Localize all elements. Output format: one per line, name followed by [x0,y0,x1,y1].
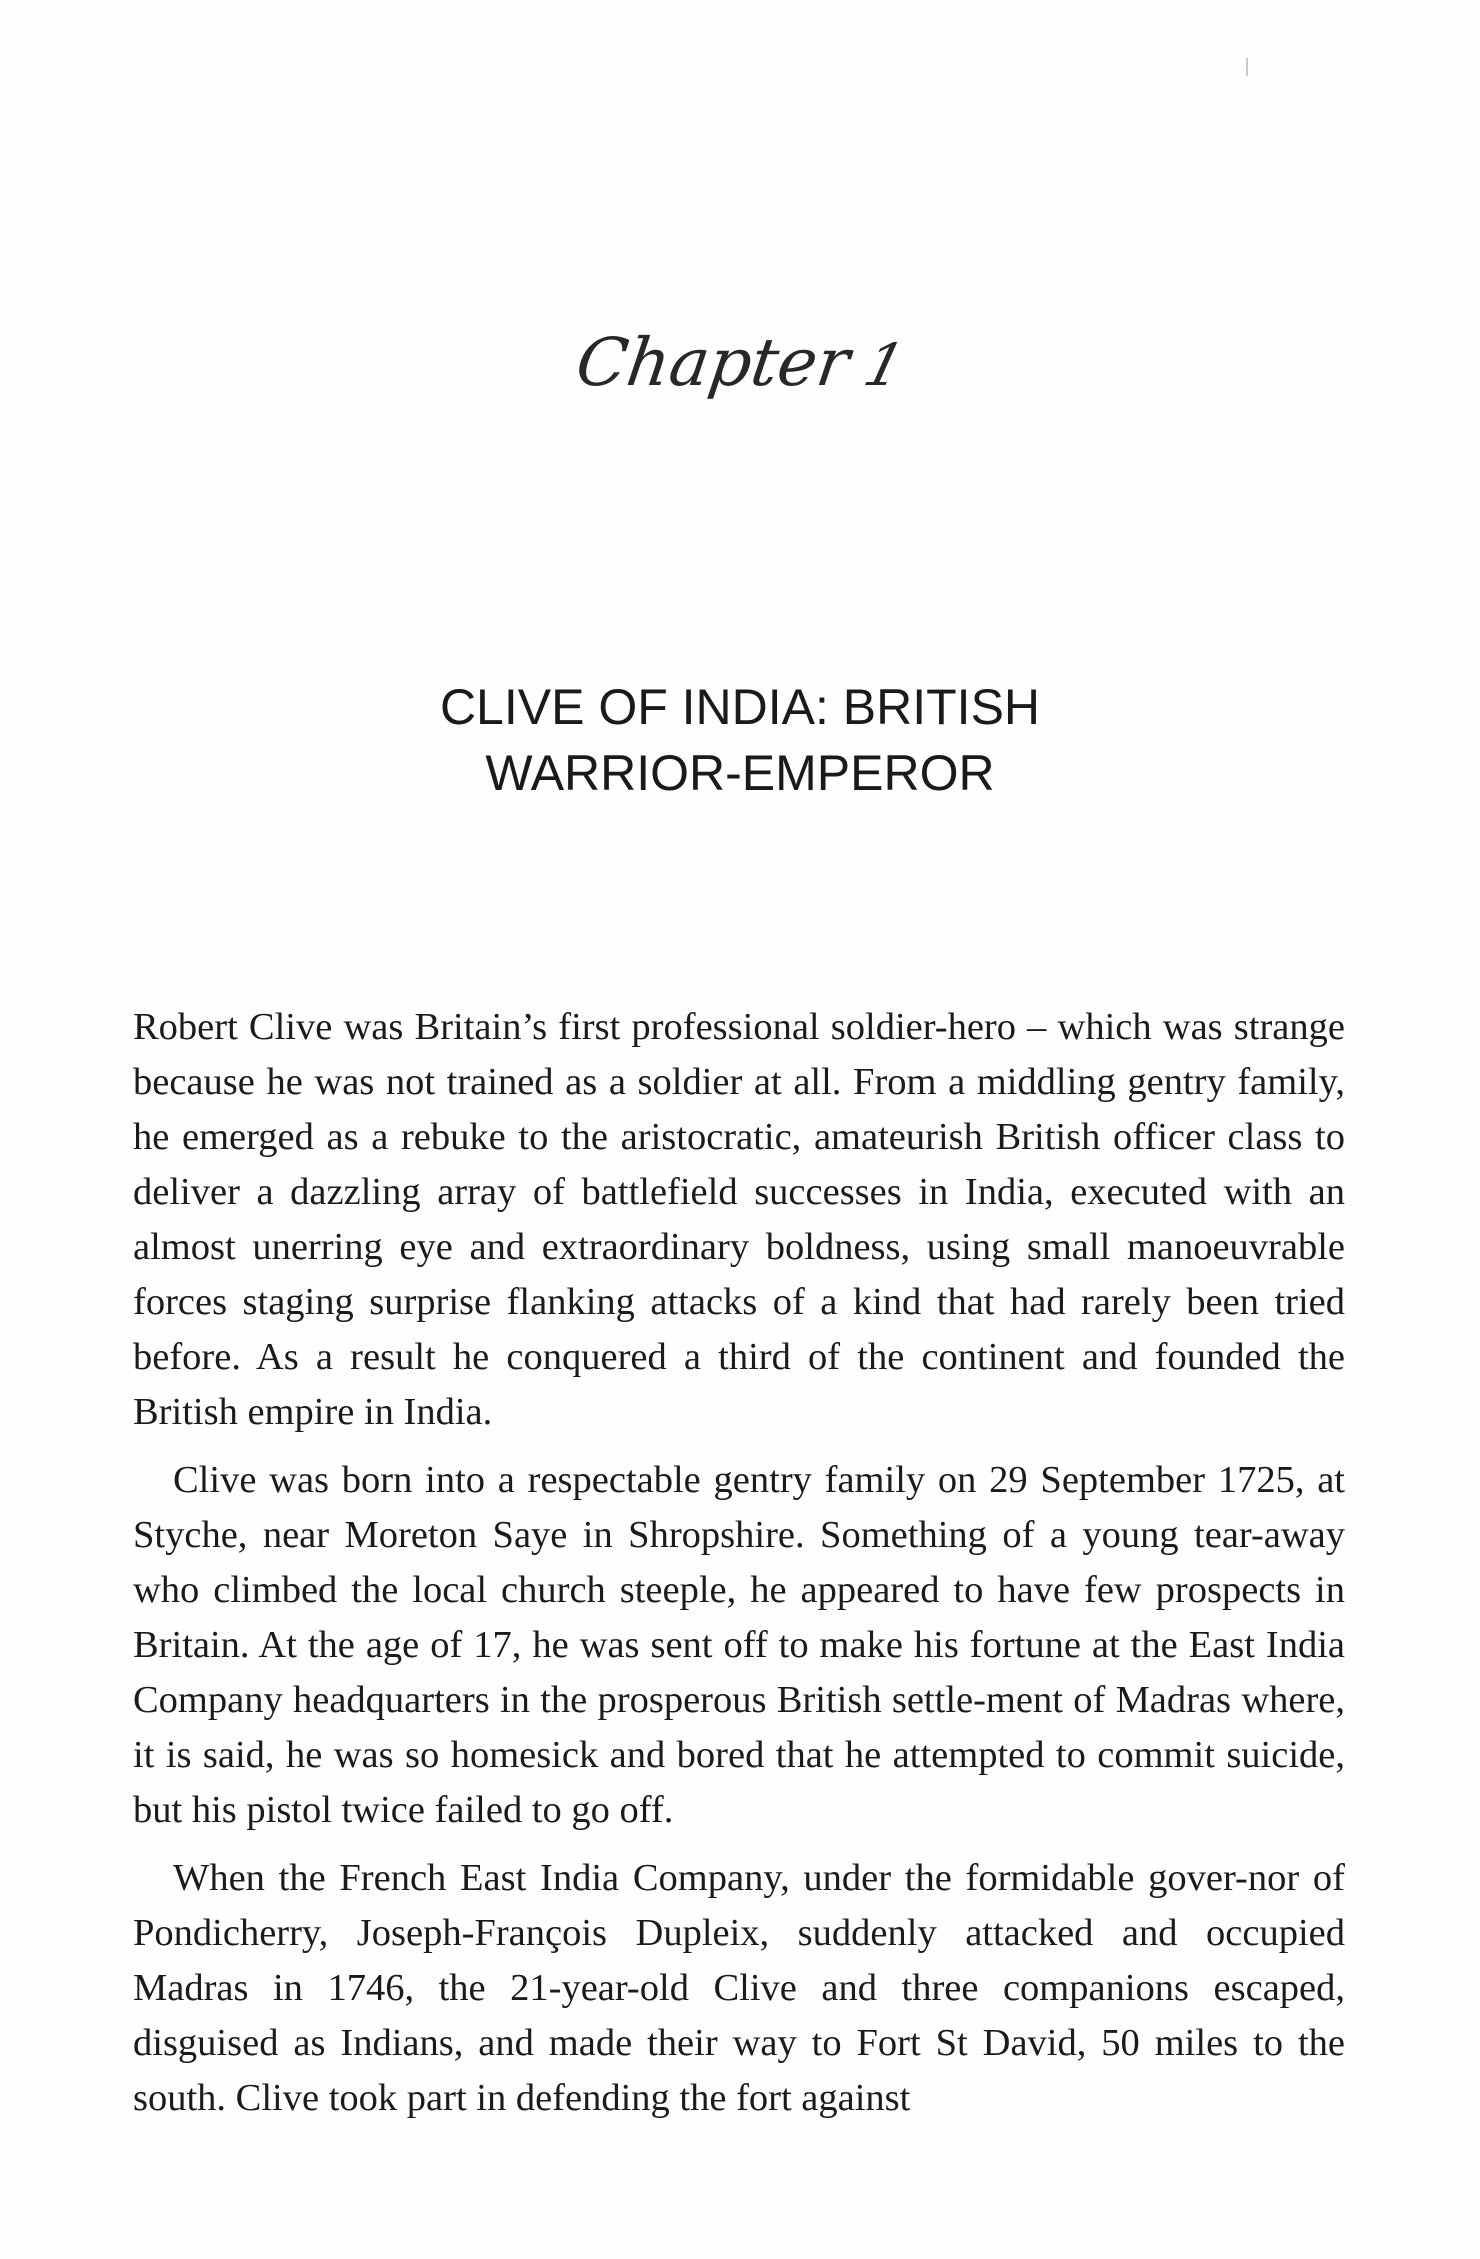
body-text [133,1000,1345,2139]
page-mark [1246,58,1248,76]
chapter-number: 1 [857,331,912,399]
chapter-title [0,674,1480,806]
paragraph-1: Robert Clive was Britain’s first professional soldier-hero – which was strange because he was not trained as a soldier at all. From a middling gentry family, he emerged as a rebuke to the aristocratic, amateurish British officer class to deliver a dazzling array of battlefield successes in India, executed with an almost unerring eye and extraordinary boldness, using small manoeuvrable forces staging surprise flanking attacks of a kind that had rarely been tried before. As a result he conquered a third of the continent and founded the British empire in India. [133,1006,1345,1433]
paragraph-2: Clive was born into a respectable gentry family on 29 September 1725, at Styche, near Moreton Saye in Shropshire. Something of a young tear-away who climbed the local church steeple, he appeared to have few prospects in Britain. At the age of 17, he was sent off to make his fortune at the East India Company headquarters in the prosperous British settle-ment of Madras where, it is said, he was so homesick and bored that he attempted to commit suicide, but his pistol twice failed to go off. [133,1459,1345,1831]
chapter-label: Chapter [571,324,854,401]
chapter-title-line-2: WARRIOR-EMPEROR [485,744,995,801]
paragraph-3: When the French East India Company, under the formidable gover-nor of Pondicherry, Joseph-François Dupleix, suddenly attacked and occupied Madras in 1746, the 21-year-old Clive and three companions escaped, disguised as Indians, and made their way to Fort St David, 50 miles to the south. Clive took part in defending the fort against [133,1857,1345,2119]
chapter-title-line-1: CLIVE OF INDIA: BRITISH [439,678,1041,735]
chapter-heading [0,324,1480,401]
